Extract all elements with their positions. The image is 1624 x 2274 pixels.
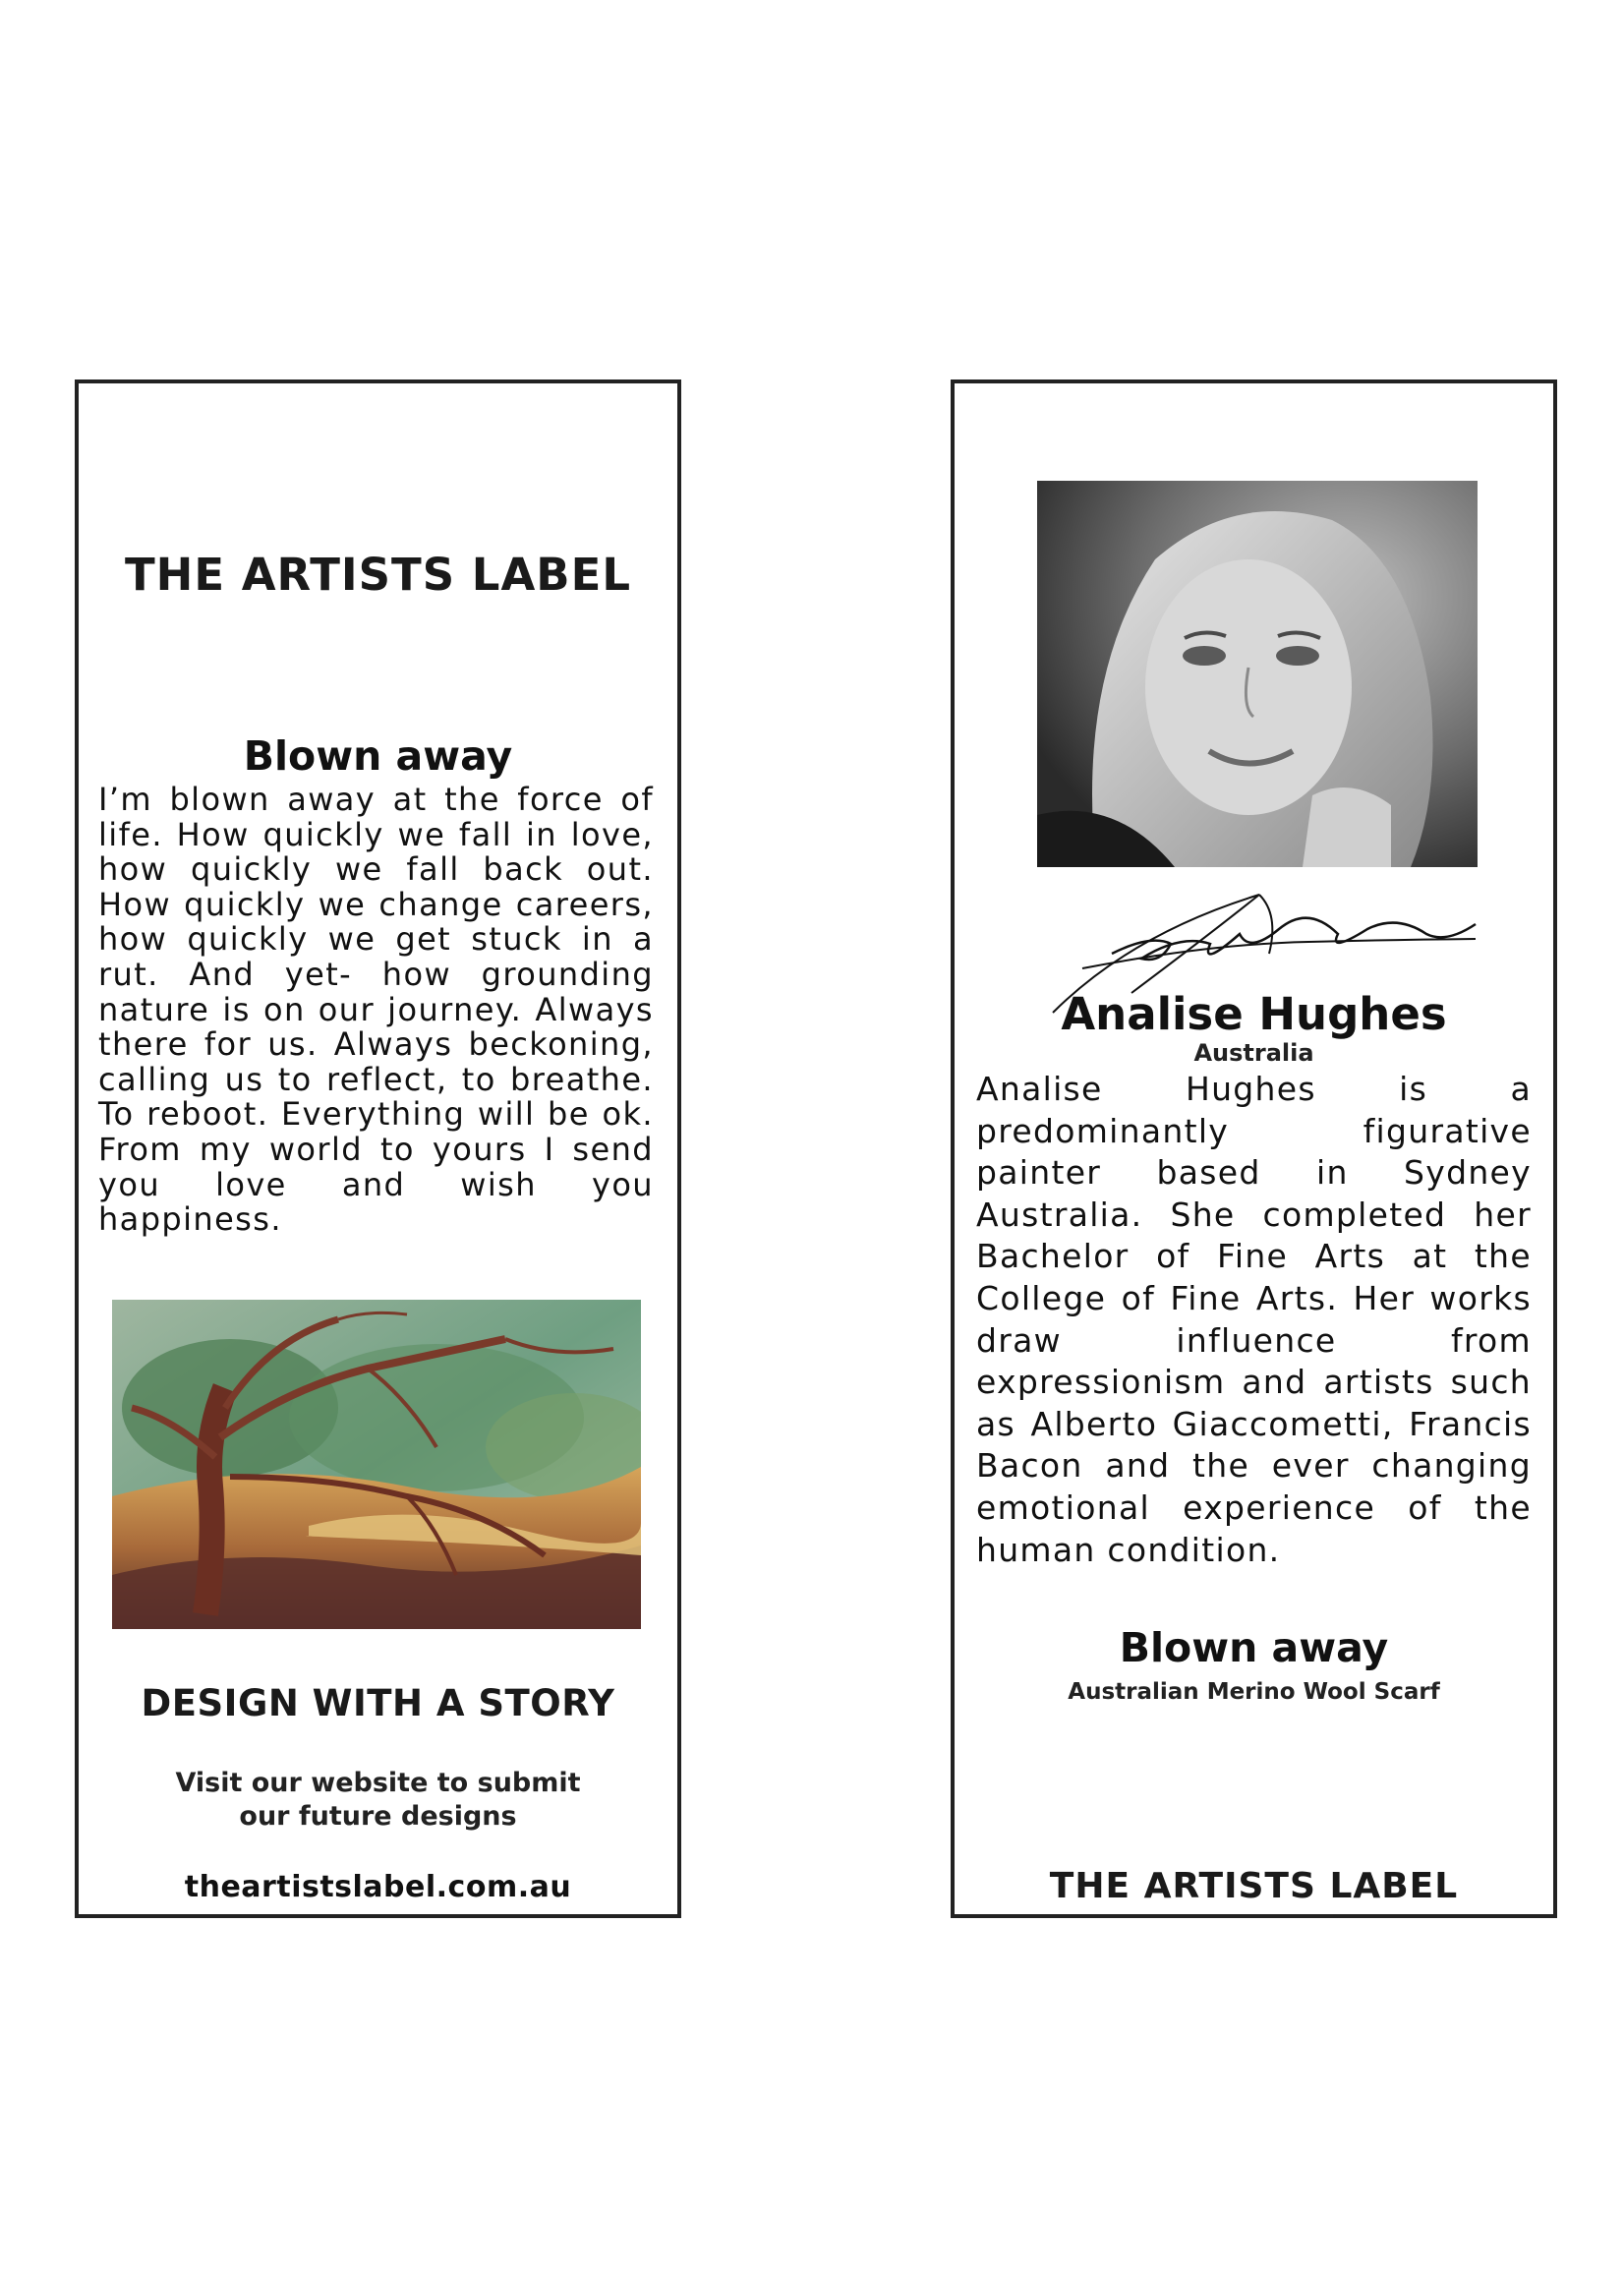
visit-text — [79, 1767, 677, 1834]
artist-bio: Analise Hughes is a predominantly figurative painter based in Sydney Australia. She completed her Bachelor of Fine Arts at the College of Fine Arts. Her works draw influence from expressionism and artists such as Alberto Giaccometti, Francis Bacon and the ever changing emotional experience of the human condition. — [976, 1070, 1532, 1569]
brand-title: THE ARTISTS LABEL — [124, 549, 632, 601]
artist-portrait-photo — [1037, 481, 1478, 867]
right-label-card — [951, 379, 1557, 1918]
visit-line-2: our future designs — [239, 1801, 517, 1832]
artist-name: Analise Hughes — [1061, 988, 1447, 1040]
landscape-painting-image — [112, 1300, 641, 1629]
brand-footer: THE ARTISTS LABEL — [1049, 1866, 1459, 1906]
product-name: Blown away — [1119, 1624, 1389, 1671]
artist-country: Australia — [1193, 1039, 1314, 1067]
visit-line-1: Visit our website to submit — [175, 1768, 581, 1798]
tagline: DESIGN WITH A STORY — [141, 1682, 615, 1724]
story-title: Blown away — [243, 732, 513, 780]
left-label-card — [75, 379, 681, 1918]
product-description: Australian Merino Wool Scarf — [1068, 1679, 1440, 1705]
story-text: I’m blown away at the force of life. How quickly we fall in love, how quickly we fall back out. How quickly we change careers, how quickly we get stuck in a rut. And yet- how grounding nature is on our journey. Always there for us. Always beckoning, calling us to reflect, to breathe. To reboot. Everything will be ok. From my world to yours I send you love and wish you happiness. — [98, 781, 654, 1239]
website-link[interactable]: theartistslabel.com.au — [184, 1870, 572, 1904]
